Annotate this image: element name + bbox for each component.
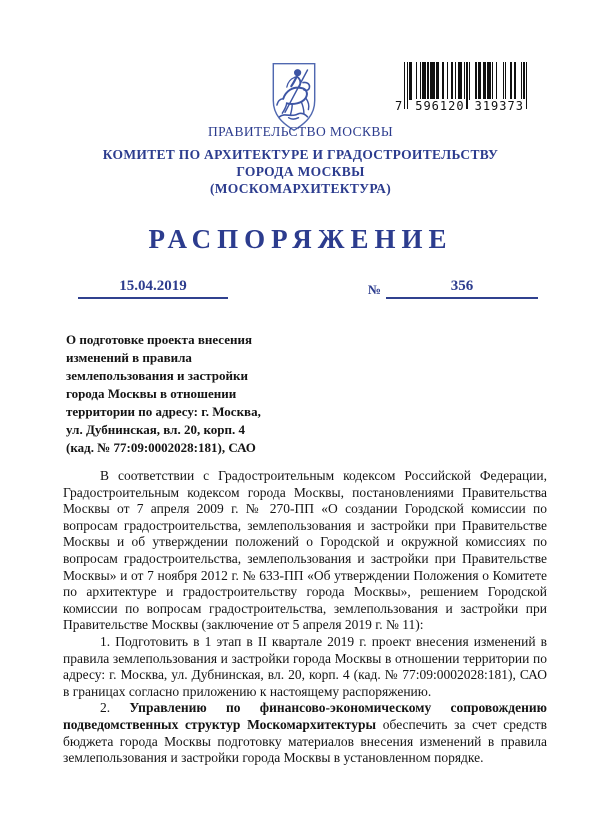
document-title: РАСПОРЯЖЕНИЕ [148,224,453,254]
barcode [394,62,528,118]
org-name-short: (МОСКОМАРХИТЕКТУРА) [209,181,392,196]
document-number: 356 [386,278,538,299]
org-header [0,124,601,197]
org-name-government: ПРАВИТЕЛЬСТВО МОСКВЫ [207,124,393,139]
org-name-city: ГОРОДА МОСКВЫ [236,164,365,179]
meta-row [0,278,601,304]
subject-line: (кад. № 77:09:0002028:181), САО [66,440,256,455]
subject-block [66,331,376,457]
barcode-digit-group: 319373 [474,99,524,113]
item-1-paragraph: 1. Подготовить в 1 этап в II квартале 2019 г. проект внесения изменений в правила землепользования и застройки города Москвы в отношении территории по адресу: г. Москва, ул. Дубнинская, вл. 20, корп. 4 (кад. № 77:09:0002028:181), САО в границах согласно приложению к настоящему распоряжению. [63,633,547,699]
subject-line: ул. Дубнинская, вл. 20, корп. 4 [66,422,245,437]
barcode-digits [394,99,528,113]
item-2-addressee: Управлению по финансово-экономическому сопровождению подведомственных структур Москомархитектуры [63,700,547,732]
subject-line: изменений в правила [66,350,192,365]
number-sign: № [368,282,382,297]
barcode-digit-group: 596120 [415,99,465,113]
subject-line: землепользования и застройки [66,368,248,383]
barcode-digit-group: 7 [395,99,403,113]
subject-line: города Москвы в отношении [66,386,237,401]
preamble-paragraph: В соответствии с Градостроительным кодексом Российской Федерации, Градостроительным кодексом города Москвы, постановлениями Правительства Москвы от 7 апреля 2009 г. № 270-ПП «О создании Городской комиссии по вопросам градостроительства, землепользования и застройки при Правительстве Москвы и об утверждении положений о Городской и окружной комиссиях по вопросам градостроительства, землепользования и застройки при Правительстве Москвы» и от 7 ноября 2012 г. № 633-ПП «Об утверждении Положения о Комитете по архитектуре и градостроительству города Москвы», решением Городской комиссии по вопросам градостроительства, землепользования и застройки при Правительстве Москвы (заключение от 5 апреля 2019 г. № 11): [63,468,547,633]
subject-line: территории по адресу: г. Москва, [66,404,261,419]
item-2-number: 2. [100,700,130,716]
document-date: 15.04.2019 [78,278,228,299]
body-text [63,468,547,767]
item-2-paragraph [63,700,547,766]
subject-line: О подготовке проекта внесения [66,332,252,347]
org-name-committee: КОМИТЕТ ПО АРХИТЕКТУРЕ И ГРАДОСТРОИТЕЛЬСТВУ [102,147,499,162]
moscow-coat-of-arms-icon [267,61,321,133]
item-2-instruction: обеспечить за счет средств бюджета города Москвы подготовку материалов внесения изменений в правила землепользования и застройки города Москвы в установленном порядке. [63,716,547,766]
